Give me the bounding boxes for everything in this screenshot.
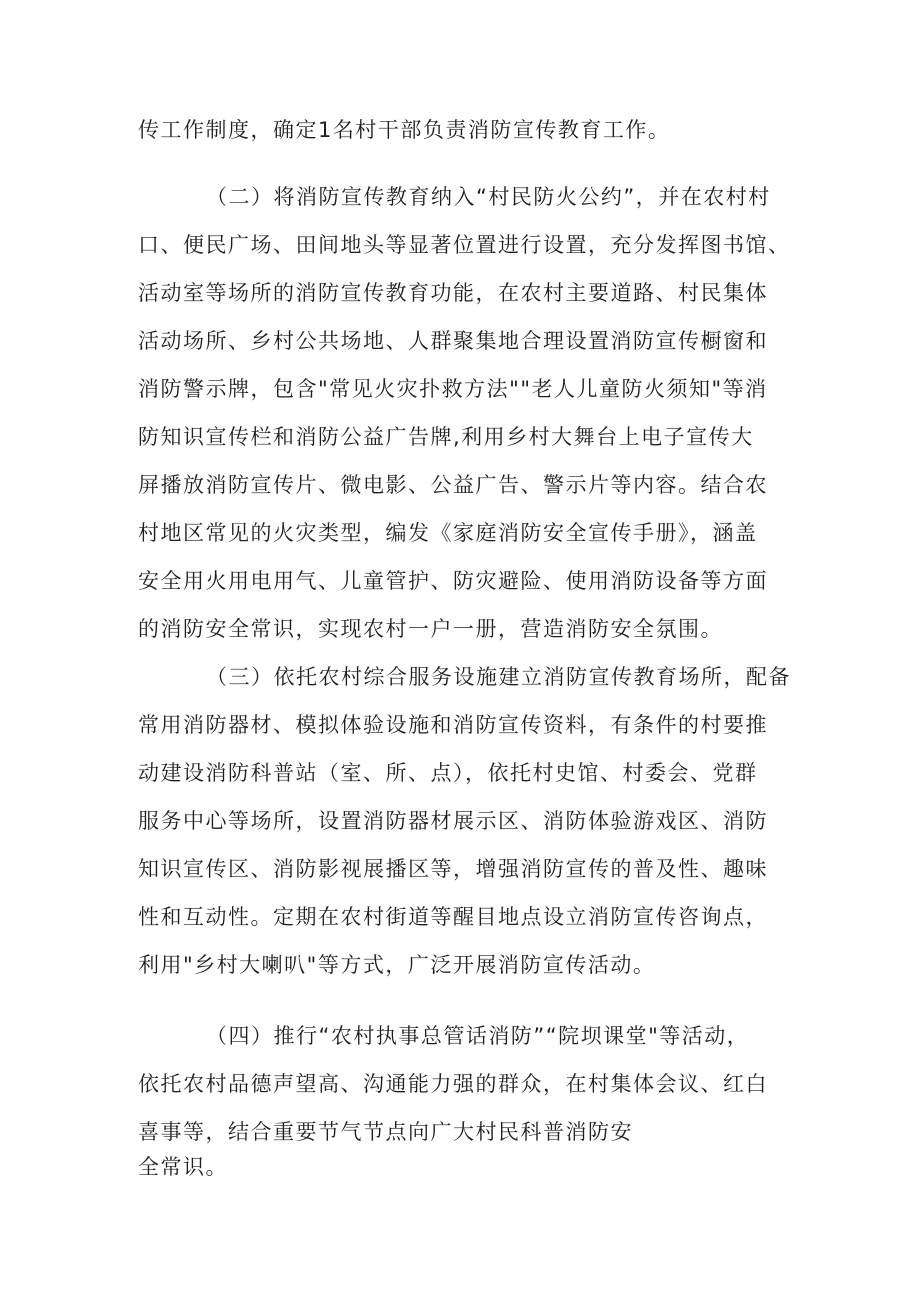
text-line: 村地区常见的火灾类型，编发《家庭消防安全宣传手册》，涵盖 <box>138 521 758 545</box>
text-line: 常用消防器材、模拟体验设施和消防宣传资料，有条件的村要推 <box>138 713 768 737</box>
text-line: 利用"乡村大喇叭"等方式，广泛开展消防宣传活动。 <box>138 953 656 977</box>
text-line: 服务中心等场所，设置消防器材展示区、消防体验游戏区、消防 <box>138 809 768 833</box>
text-line: 活动室等场所的消防宣传教育功能，在农村主要道路、村民集体 <box>138 281 768 305</box>
text-line: 传工作制度，确定1名村干部负责消防宣传教育工作。 <box>138 118 671 142</box>
text-line: 全常识。 <box>138 1155 228 1179</box>
paragraph-4-line: （四）推行“农村执事总管话消防”“院坝课堂"等活动， <box>206 1024 750 1048</box>
text-line: 口、便民广场、田间地头等显著位置进行设置，充分发挥图书馆、 <box>138 233 791 257</box>
text-line: 依托农村品德声望高、沟通能力强的群众，在村集体会议、红白 <box>138 1072 768 1096</box>
text-line: 知识宣传区、消防影视展播区等，增强消防宣传的普及性、趣味 <box>138 857 768 881</box>
text-line: 喜事等，结合重要节气节点向广大村民科普消防安 <box>138 1120 633 1144</box>
paragraph-2-line: （二）将消防宣传教育纳入“村民防火公约”，并在农村村 <box>206 185 771 209</box>
text-line: 活动场所、乡村公共场地、人群聚集地合理设置消防宣传橱窗和 <box>138 329 768 353</box>
text-line: 安全用火用电用气、儿童管护、防灾避险、使用消防设备等方面 <box>138 569 768 593</box>
text-line: 动建设消防科普站（室、所、点），依托村史馆、村委会、党群 <box>138 761 758 785</box>
text-line: 防知识宣传栏和消防公益广告牌,利用乡村大舞台上电子宣传大 <box>138 425 754 449</box>
text-line: 性和互动性。定期在农村街道等醒目地点设立消防宣传咨询点， <box>138 905 768 929</box>
text-line: 屏播放消防宣传片、微电影、公益广告、警示片等内容。结合农 <box>138 473 768 497</box>
text-line: 的消防安全常识，实现农村一户一册，营造消防安全氛围。 <box>138 617 723 641</box>
text-line: 消防警示牌，包含"常见火灾扑救方法""老人儿童防火须知"等消 <box>138 377 768 401</box>
paragraph-3-line: （三）依托农村综合服务设施建立消防宣传教育场所，配备 <box>206 665 791 689</box>
